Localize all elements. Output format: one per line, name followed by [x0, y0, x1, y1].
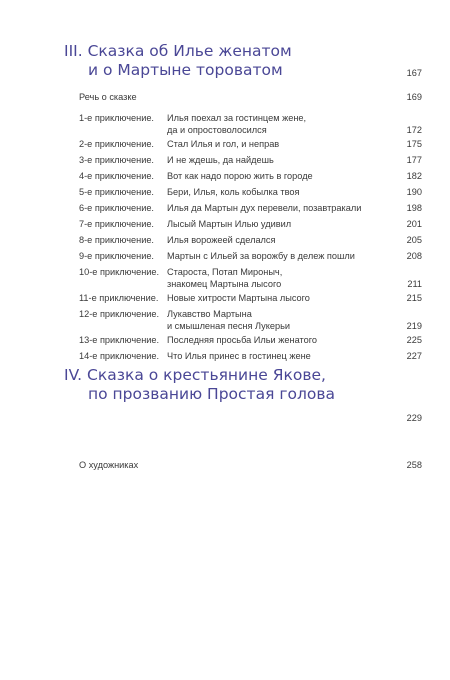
- chapter-entry: [79, 112, 422, 136]
- chapter-number: 2-е приключение.: [79, 139, 154, 149]
- chapter-number: 7-е приключение.: [79, 219, 154, 229]
- chapter-page: 215: [406, 293, 422, 303]
- chapter-title: [167, 308, 290, 332]
- chapter-title-line1: Вот как надо порою жить в городе: [167, 171, 313, 181]
- chapter-title: [167, 218, 291, 230]
- chapter-page: 172: [406, 125, 422, 135]
- part-3-title-line2: и о Мартыне тороватом: [88, 61, 283, 79]
- chapter-number: 8-е приключение.: [79, 235, 154, 245]
- chapter-title: [167, 202, 361, 214]
- chapter-entry: [79, 350, 422, 362]
- chapter-title-line1: Илья поехал за гостинцем жене,: [167, 113, 307, 123]
- chapter-page: 227: [406, 351, 422, 361]
- chapter-entry: [79, 186, 422, 198]
- chapter-title: [167, 138, 279, 150]
- chapter-number: 1-е приключение.: [79, 113, 154, 123]
- part-3-title: [64, 42, 292, 80]
- part-3-page: 167: [406, 68, 422, 78]
- chapter-title: [167, 234, 276, 246]
- chapter-page: 190: [406, 187, 422, 197]
- chapter-page: 211: [407, 279, 422, 289]
- artists-label: О художниках: [79, 460, 139, 470]
- chapter-page: 201: [406, 219, 422, 229]
- chapter-number: 13-е приключение.: [79, 335, 160, 345]
- chapter-entry: [79, 292, 422, 304]
- chapter-title-line2: да и опростоволосился: [167, 125, 267, 135]
- chapter-entry: [79, 202, 422, 214]
- chapter-number: 12-е приключение.: [79, 309, 160, 319]
- artists-page: 258: [406, 460, 422, 470]
- chapter-number: 6-е приключение.: [79, 203, 154, 213]
- chapter-title-line1: Стал Илья и гол, и неправ: [167, 139, 280, 149]
- chapter-title-line2: и смышленая песня Лукерьи: [167, 321, 291, 331]
- chapter-page: 205: [406, 235, 422, 245]
- chapter-title-line2: знакомец Мартына лысого: [167, 279, 282, 289]
- chapter-entry: [79, 138, 422, 150]
- chapter-page: 175: [406, 139, 422, 149]
- intro-page: 169: [406, 92, 422, 102]
- chapter-page: 177: [406, 155, 422, 165]
- chapter-entry: [79, 266, 422, 290]
- chapter-page: 208: [406, 251, 422, 261]
- chapter-page: 182: [406, 171, 422, 181]
- chapter-number: 10-е приключение.: [79, 267, 160, 277]
- chapter-entry: [79, 218, 422, 230]
- chapter-title: [167, 170, 313, 182]
- chapter-title: [167, 292, 310, 304]
- part-3-title-line1: III. Сказка об Илье женатом: [64, 42, 292, 60]
- chapter-title: [167, 112, 306, 136]
- chapter-title-line1: Последняя просьба Ильи женатого: [167, 335, 317, 345]
- chapter-title: [167, 266, 282, 290]
- chapter-title-line1: Что Илья принес в гостинец жене: [167, 351, 311, 361]
- chapter-title-line1: Илья да Мартын дух перевели, позавтракали: [167, 203, 362, 213]
- chapter-title: [167, 250, 355, 262]
- chapter-page: 198: [406, 203, 422, 213]
- chapter-title: [167, 350, 311, 362]
- part-4-title: [64, 366, 335, 404]
- chapter-entry: [79, 234, 422, 246]
- chapter-entry: [79, 308, 422, 332]
- chapter-number: 9-е приключение.: [79, 251, 154, 261]
- chapter-title: [167, 334, 317, 346]
- chapter-title-line1: Лукавство Мартына: [167, 309, 252, 319]
- chapter-entry: [79, 250, 422, 262]
- part-4-title-line1: IV. Сказка о крестьянине Якове,: [64, 366, 326, 384]
- chapter-title-line1: Староста, Потап Мироныч,: [167, 267, 283, 277]
- chapter-title-line1: Бери, Илья, коль кобылка твоя: [167, 187, 300, 197]
- chapter-title-line1: Илья ворожеей сделался: [167, 235, 276, 245]
- chapter-title-line1: Лысый Мартын Илью удивил: [167, 219, 292, 229]
- chapter-title-line1: Новые хитрости Мартына лысого: [167, 293, 310, 303]
- chapter-entry: [79, 334, 422, 346]
- part-4-title-line2: по прозванию Простая голова: [88, 385, 335, 403]
- chapter-number: 11-е приключение.: [79, 293, 159, 303]
- chapter-number: 5-е приключение.: [79, 187, 154, 197]
- chapter-number: 4-е приключение.: [79, 171, 154, 181]
- chapter-page: 219: [406, 321, 422, 331]
- chapter-number: 3-е приключение.: [79, 155, 154, 165]
- chapter-title: [167, 186, 299, 198]
- chapter-page: 225: [406, 335, 422, 345]
- chapter-title-line1: И не ждешь, да найдешь: [167, 155, 274, 165]
- chapter-title: [167, 154, 274, 166]
- part-4-page: 229: [406, 413, 422, 423]
- chapter-entry: [79, 170, 422, 182]
- chapter-entry: [79, 154, 422, 166]
- intro-label: Речь о сказке: [79, 92, 137, 102]
- chapter-title-line1: Мартын с Ильей за ворожбу в дележ пошли: [167, 251, 355, 261]
- chapter-number: 14-е приключение.: [79, 351, 160, 361]
